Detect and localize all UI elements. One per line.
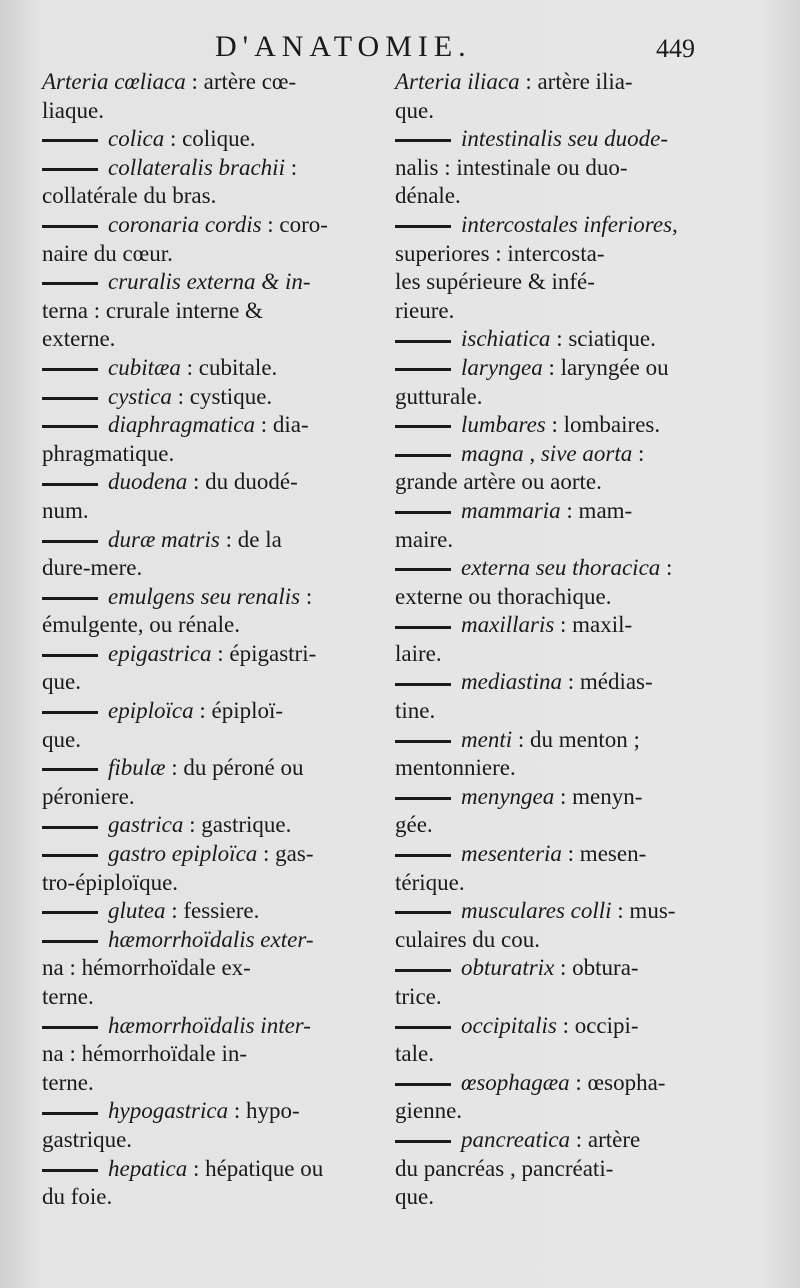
glossary-entry bbox=[42, 526, 342, 583]
glossary-entry bbox=[395, 668, 710, 725]
glossary-entry bbox=[395, 325, 710, 354]
entry-line: laire. bbox=[395, 640, 442, 666]
latin-term: mesenteria bbox=[461, 841, 562, 867]
glossary-entry bbox=[42, 211, 342, 268]
entry-line: trice. bbox=[395, 984, 442, 1009]
glossary-entry bbox=[42, 1012, 342, 1098]
glossary-entry bbox=[395, 611, 710, 668]
entry-line: mentonniere. bbox=[395, 755, 516, 781]
entry-line: que. bbox=[42, 669, 81, 695]
entry-line: phragmatique. bbox=[42, 440, 175, 466]
entry-line: musculares colli : mus- bbox=[395, 897, 710, 926]
ditto-dash bbox=[42, 540, 98, 543]
entry-line: mediastina : médias- bbox=[395, 668, 710, 697]
glossary-entry bbox=[395, 783, 710, 840]
entry-line: gienne. bbox=[395, 1098, 463, 1124]
latin-term: Arteria iliaca bbox=[395, 69, 520, 94]
ditto-dash bbox=[42, 397, 98, 400]
glossary-entry bbox=[395, 211, 710, 325]
entry-line: que. bbox=[42, 726, 81, 752]
entry-line: colica : colique. bbox=[42, 125, 342, 154]
ditto-dash bbox=[395, 511, 451, 514]
entry-line: liaque. bbox=[42, 97, 104, 123]
entry-line: magna , sive aorta : bbox=[395, 440, 710, 469]
glossary-entry bbox=[42, 697, 342, 754]
entry-line: collatérale du bras. bbox=[42, 183, 217, 209]
glossary-entry bbox=[395, 897, 710, 954]
glossary-entry bbox=[42, 354, 342, 383]
latin-term: collateralis brachii bbox=[108, 154, 285, 180]
entry-line: maxillaris : maxil- bbox=[395, 611, 710, 640]
latin-term: gastrica bbox=[108, 812, 184, 838]
entry-line bbox=[395, 211, 710, 240]
glossary-entry bbox=[395, 440, 710, 497]
glossary-entry bbox=[395, 497, 710, 554]
latin-term: obturatrix bbox=[461, 955, 555, 981]
latin-term: mammaria bbox=[461, 497, 561, 523]
entry-line: gastro epiploïca : gas- bbox=[42, 840, 342, 869]
entry-line: gastrique. bbox=[42, 1126, 133, 1152]
entry-line: tine. bbox=[395, 698, 436, 724]
latin-term: maxillaris bbox=[461, 612, 555, 638]
ditto-dash bbox=[395, 225, 451, 228]
latin-term: lumbares bbox=[461, 412, 546, 438]
entry-line: occipitalis : occipi- bbox=[395, 1012, 710, 1041]
entry-line: externa seu thoracica : bbox=[395, 554, 710, 583]
entry-line: duodena : du duodé- bbox=[42, 468, 342, 497]
latin-term: magna , sive aorta bbox=[461, 440, 633, 466]
entry-line: du foie. bbox=[42, 1184, 113, 1210]
ditto-dash bbox=[395, 911, 451, 914]
entry-line: cubitæa : cubitale. bbox=[42, 354, 342, 383]
entry-line bbox=[42, 1012, 342, 1041]
glossary-entry bbox=[395, 411, 710, 440]
latin-term: epigastrica bbox=[108, 640, 212, 666]
glossary-entry bbox=[42, 640, 342, 697]
entry-line: les supérieure & infé- bbox=[395, 269, 595, 295]
glossary-entry bbox=[395, 354, 710, 411]
latin-term: menyngea bbox=[461, 783, 555, 809]
entry-line: naire du cœur. bbox=[42, 240, 173, 266]
entry-line: epiploïca : épiploï- bbox=[42, 697, 342, 726]
latin-term: hypogastrica bbox=[108, 1098, 229, 1124]
latin-term: hæmorrhoïdalis exter- bbox=[108, 926, 314, 952]
latin-term: ischiatica bbox=[461, 326, 551, 352]
ditto-dash bbox=[395, 340, 451, 343]
latin-term: externa seu thoracica bbox=[461, 555, 661, 581]
latin-term: cystica bbox=[108, 383, 172, 409]
latin-term: fibulæ bbox=[108, 755, 166, 781]
ditto-dash bbox=[42, 768, 98, 771]
glossary-entry bbox=[395, 125, 710, 211]
glossary-entry bbox=[42, 926, 342, 1012]
latin-term: musculares colli bbox=[461, 898, 612, 924]
latin-term: diaphragmatica bbox=[108, 412, 255, 438]
entry-line: na : hémorrhoïdale ex- bbox=[42, 955, 251, 981]
glossary-entry bbox=[42, 1155, 342, 1212]
ditto-dash bbox=[42, 911, 98, 914]
glossary-entry bbox=[42, 1097, 342, 1154]
glossary-entry bbox=[42, 583, 342, 640]
entry-line: maire. bbox=[395, 526, 454, 552]
ditto-dash bbox=[395, 1140, 451, 1143]
entry-line: péroniere. bbox=[42, 783, 135, 809]
running-head bbox=[0, 30, 800, 70]
ditto-dash bbox=[395, 797, 451, 800]
ditto-dash bbox=[42, 654, 98, 657]
ditto-dash bbox=[42, 854, 98, 857]
glossary-entry bbox=[395, 68, 710, 125]
glossary-entry bbox=[395, 1126, 710, 1212]
ditto-dash bbox=[42, 368, 98, 371]
ditto-dash bbox=[42, 1112, 98, 1115]
entry-line: Arteria cœliaca : artère cœ- bbox=[42, 69, 297, 94]
latin-term: laryngea bbox=[461, 354, 543, 380]
entry-line: terne. bbox=[42, 1069, 94, 1095]
entry-line: menti : du menton ; bbox=[395, 726, 710, 755]
ditto-dash bbox=[395, 425, 451, 428]
latin-term: intercostales inferiores, bbox=[461, 211, 678, 237]
latin-term: epiploïca bbox=[108, 698, 194, 724]
entry-line: cystica : cystique. bbox=[42, 383, 342, 412]
latin-term: cubitæa bbox=[108, 354, 181, 380]
latin-term: duodena bbox=[108, 469, 188, 495]
ditto-dash bbox=[42, 282, 98, 285]
latin-term: menti bbox=[461, 726, 513, 752]
entry-line: mammaria : mam- bbox=[395, 497, 710, 526]
ditto-dash bbox=[42, 425, 98, 428]
entry-line bbox=[42, 268, 342, 297]
ditto-dash bbox=[42, 1169, 98, 1172]
latin-term: hæmorrhoïdalis inter- bbox=[108, 1012, 311, 1038]
entry-line: émulgente, ou rénale. bbox=[42, 612, 240, 638]
glossary-entry bbox=[395, 554, 710, 611]
glossary-entry bbox=[42, 840, 342, 897]
entry-line: glutea : fessiere. bbox=[42, 897, 342, 926]
entry-line: grande artère ou aorte. bbox=[395, 469, 602, 495]
glossary-entry bbox=[42, 125, 342, 154]
entry-line: ischiatica : sciatique. bbox=[395, 325, 710, 354]
entry-line: dénale. bbox=[395, 183, 461, 209]
entry-line: tro-épiploïque. bbox=[42, 869, 179, 895]
latin-term: duræ matris bbox=[108, 526, 220, 552]
entry-line: epigastrica : épigastri- bbox=[42, 640, 342, 669]
glossary-entry bbox=[42, 897, 342, 926]
entry-line: lumbares : lombaires. bbox=[395, 411, 710, 440]
entry-line: hypogastrica : hypo- bbox=[42, 1097, 342, 1126]
latin-term: cruralis externa & in- bbox=[108, 269, 311, 295]
latin-term: occipitalis bbox=[461, 1012, 557, 1038]
entry-line: culaires du cou. bbox=[395, 926, 540, 952]
entry-line: externe ou thorachique. bbox=[395, 583, 612, 609]
ditto-dash bbox=[42, 597, 98, 600]
ditto-dash bbox=[42, 139, 98, 142]
latin-term: glutea bbox=[108, 898, 166, 924]
entry-line: obturatrix : obtura- bbox=[395, 954, 710, 983]
entry-line: dure-mere. bbox=[42, 555, 143, 581]
glossary-entry bbox=[395, 840, 710, 897]
entry-line: nalis : intestinale ou duo- bbox=[395, 154, 628, 180]
ditto-dash bbox=[395, 740, 451, 743]
latin-term: colica bbox=[108, 126, 165, 152]
ditto-dash bbox=[42, 483, 98, 486]
entry-line: gutturale. bbox=[395, 383, 483, 409]
glossary-entry bbox=[42, 468, 342, 525]
entry-line: laryngea : laryngée ou bbox=[395, 354, 710, 383]
ditto-dash bbox=[395, 854, 451, 857]
entry-line: gastrica : gastrique. bbox=[42, 811, 342, 840]
ditto-dash bbox=[42, 711, 98, 714]
entry-line: duræ matris : de la bbox=[42, 526, 342, 555]
ditto-dash bbox=[42, 826, 98, 829]
latin-term: mediastina bbox=[461, 669, 562, 695]
entry-line: emulgens seu renalis : bbox=[42, 583, 342, 612]
ditto-dash bbox=[395, 368, 451, 371]
latin-term: œsophagæa bbox=[461, 1069, 570, 1095]
ditto-dash bbox=[395, 626, 451, 629]
entry-line: du pancréas , pancréati- bbox=[395, 1155, 614, 1181]
entry-line: terna : crurale interne & bbox=[42, 297, 263, 323]
entry-line: superiores : intercosta- bbox=[395, 240, 605, 266]
glossary-entry bbox=[42, 154, 342, 211]
entry-line: coronaria cordis : coro- bbox=[42, 211, 342, 240]
ditto-dash bbox=[42, 225, 98, 228]
latin-term: intestinalis seu duode- bbox=[461, 126, 668, 152]
ditto-dash bbox=[395, 969, 451, 972]
entry-line: que. bbox=[395, 1184, 434, 1210]
glossary-entry bbox=[42, 811, 342, 840]
entry-line: rieure. bbox=[395, 297, 455, 323]
ditto-dash bbox=[395, 454, 451, 457]
latin-term: hepatica bbox=[108, 1155, 188, 1181]
entry-line: Arteria iliaca : artère ilia- bbox=[395, 69, 633, 94]
glossary-entry bbox=[395, 1012, 710, 1069]
page-number: 449 bbox=[656, 34, 695, 63]
ditto-dash bbox=[42, 1026, 98, 1029]
glossary-entry bbox=[42, 411, 342, 468]
entry-line: que. bbox=[395, 97, 434, 123]
glossary-entry bbox=[42, 754, 342, 811]
latin-term: pancreatica bbox=[461, 1126, 571, 1152]
ditto-dash bbox=[395, 1026, 451, 1029]
latin-term: gastro epiploïca bbox=[108, 841, 258, 867]
entry-line: diaphragmatica : dia- bbox=[42, 411, 342, 440]
entry-line: collateralis brachii : bbox=[42, 154, 342, 183]
glossary-entry bbox=[42, 268, 342, 354]
entry-line: na : hémorrhoïdale in- bbox=[42, 1041, 248, 1067]
ditto-dash bbox=[395, 568, 451, 571]
entry-line: térique. bbox=[395, 869, 465, 895]
glossary-entry bbox=[42, 383, 342, 412]
entry-line: menyngea : menyn- bbox=[395, 783, 710, 812]
entry-line: œsophagæa : œsopha- bbox=[395, 1069, 710, 1098]
latin-term: coronaria cordis bbox=[108, 211, 262, 237]
entry-line: tale. bbox=[395, 1041, 434, 1067]
entry-line bbox=[42, 926, 342, 955]
entry-line: num. bbox=[42, 497, 89, 523]
glossary-entry bbox=[395, 726, 710, 783]
entry-line: mesenteria : mesen- bbox=[395, 840, 710, 869]
latin-term: Arteria cœliaca bbox=[42, 69, 186, 94]
entry-line: hepatica : hépatique ou bbox=[42, 1155, 342, 1184]
glossary-entry bbox=[42, 68, 342, 125]
entry-line: gée. bbox=[395, 812, 433, 838]
glossary-entry bbox=[395, 1069, 710, 1126]
entry-line: externe. bbox=[42, 326, 116, 352]
entry-line: terne. bbox=[42, 984, 94, 1009]
entry-line: pancreatica : artère bbox=[395, 1126, 710, 1155]
entry-line bbox=[395, 125, 710, 154]
latin-term: emulgens seu renalis bbox=[108, 583, 301, 609]
running-title: D'ANATOMIE. bbox=[215, 30, 472, 63]
ditto-dash bbox=[395, 683, 451, 686]
ditto-dash bbox=[395, 1083, 451, 1086]
ditto-dash bbox=[395, 139, 451, 142]
entry-line: fibulæ : du péroné ou bbox=[42, 754, 342, 783]
glossary-entry bbox=[395, 954, 710, 1011]
left-column bbox=[42, 68, 342, 1212]
ditto-dash bbox=[42, 168, 98, 171]
right-column bbox=[395, 68, 710, 1212]
ditto-dash bbox=[42, 940, 98, 943]
